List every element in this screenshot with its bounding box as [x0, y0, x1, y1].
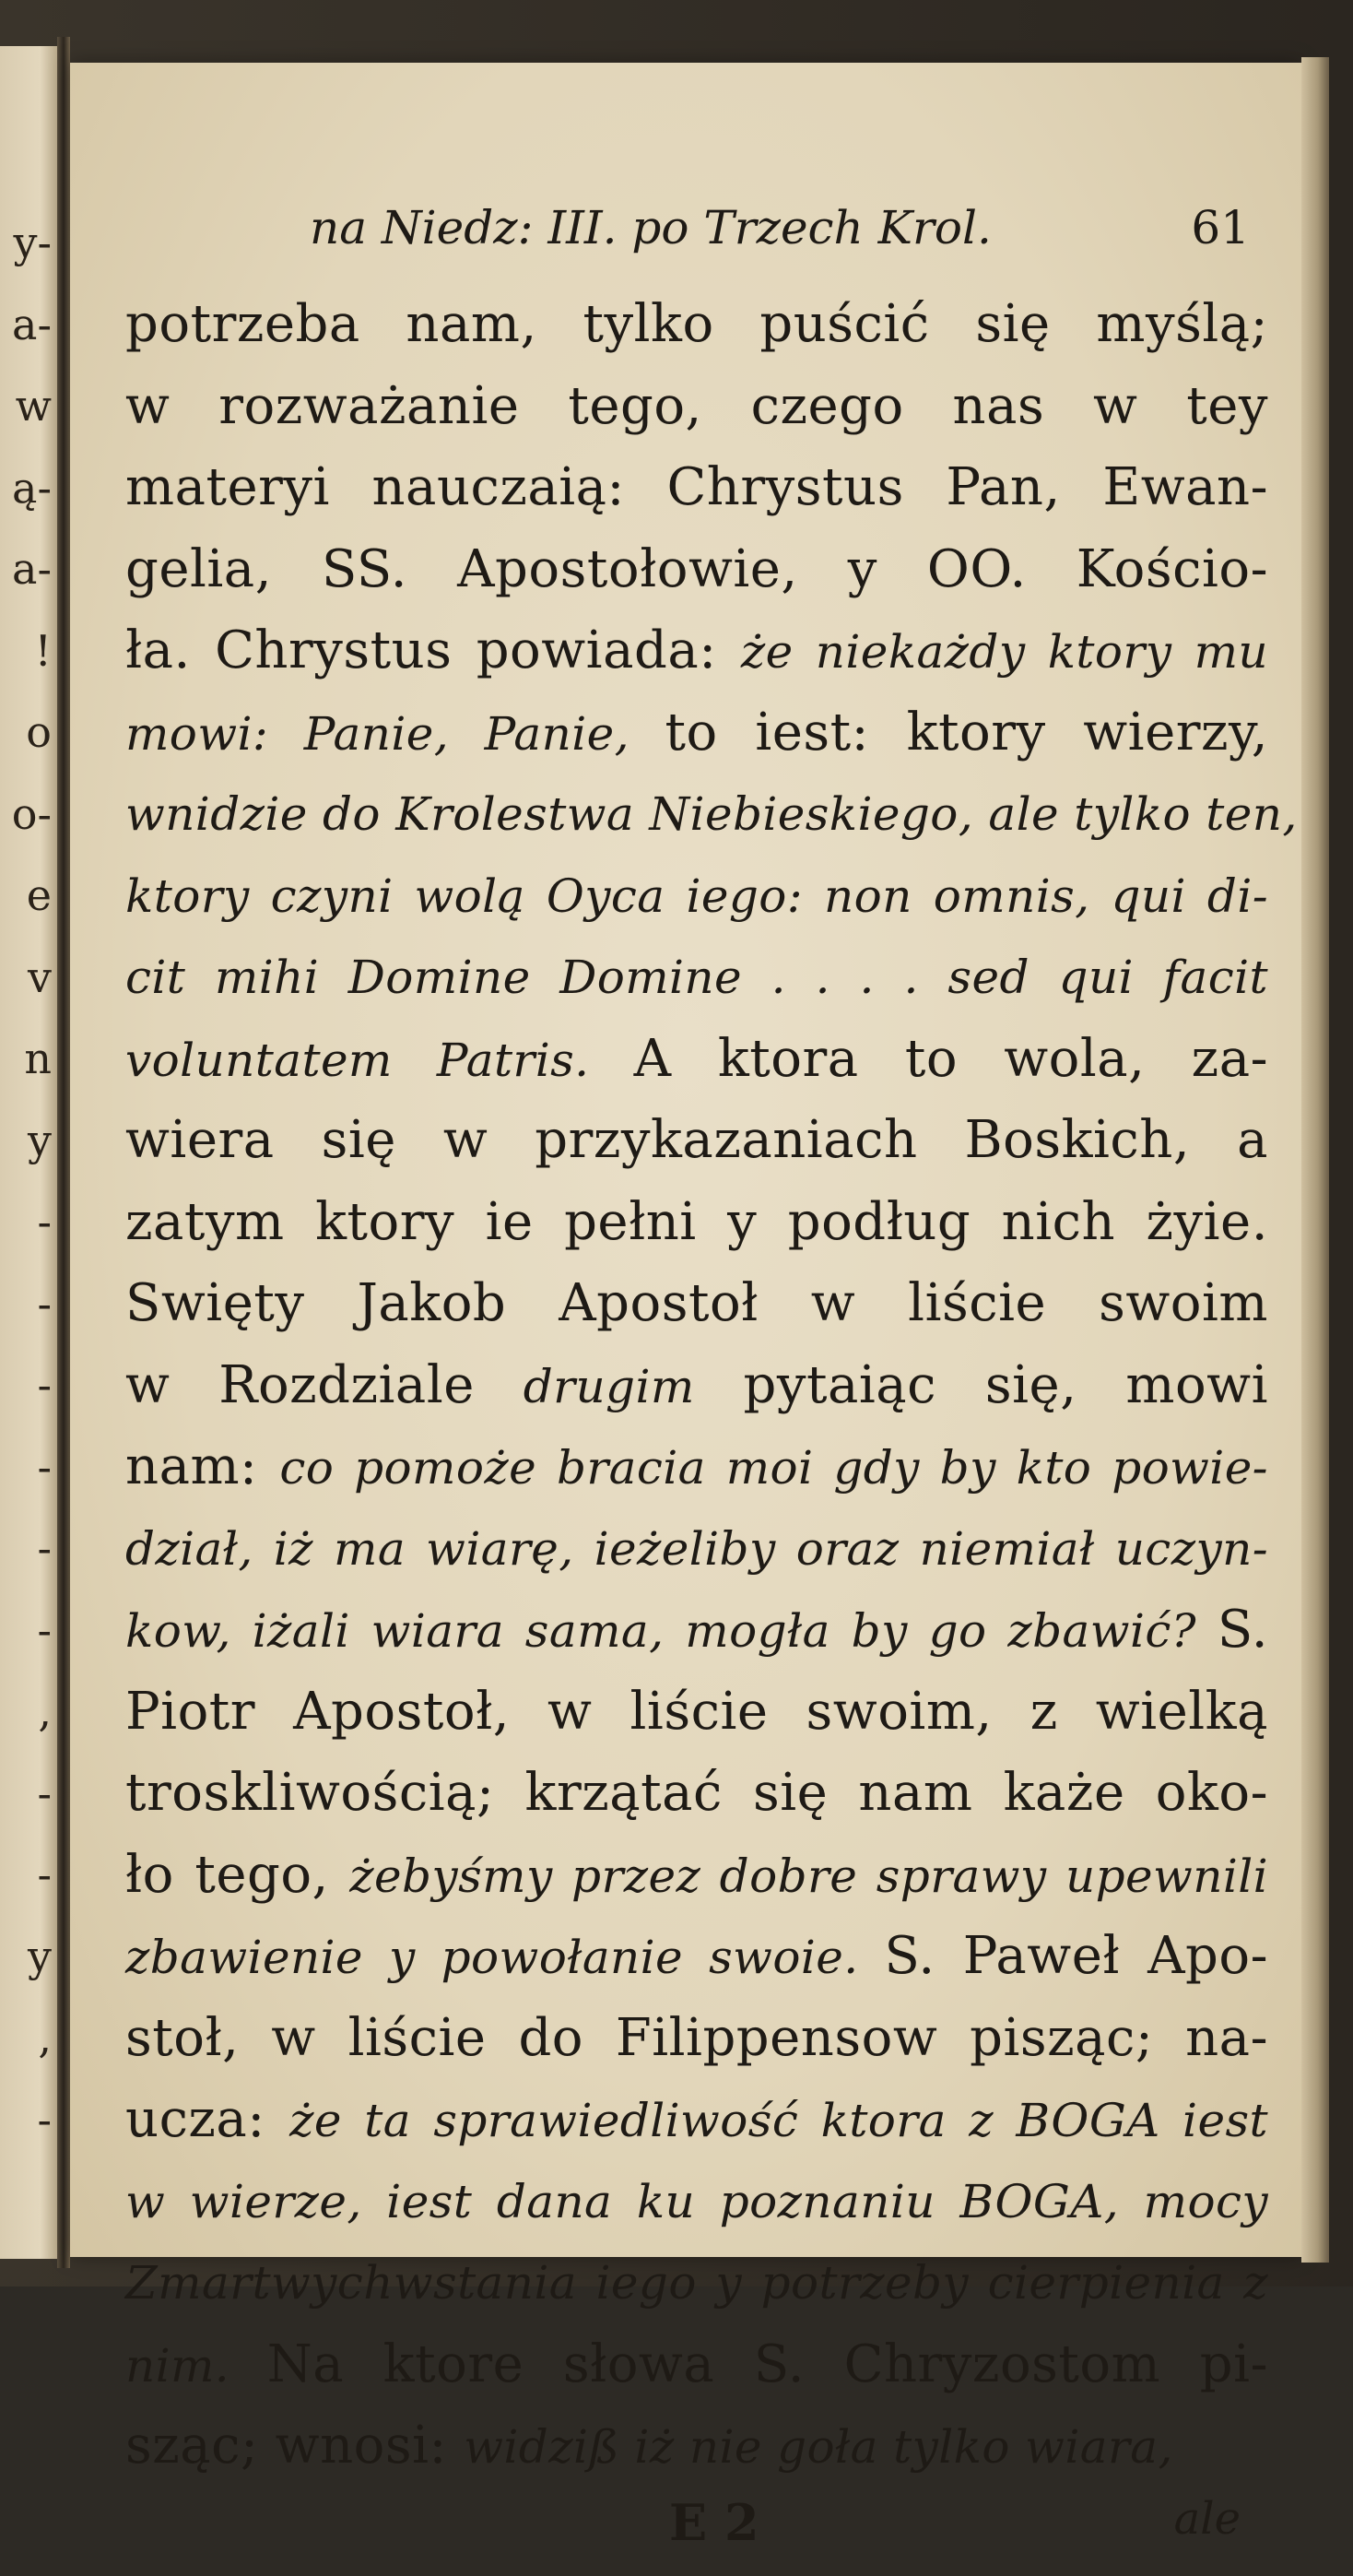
- italic-text: kow, iżali wiara sama, mogła by go zbawić?: [125, 1604, 1218, 1658]
- margin-fragment: o-: [11, 788, 52, 839]
- italic-text: mowi: Panie, Panie,: [125, 706, 665, 761]
- roman-text: S.: [1217, 1600, 1268, 1660]
- text-line: [125, 529, 1268, 611]
- italic-text: widziß iż nie goła tylko wiara,: [464, 2420, 1173, 2474]
- roman-text: A ktora to wola, za-: [633, 1028, 1268, 1089]
- roman-text: troskliwością; krzątać się nam każe oko-: [125, 1763, 1268, 1823]
- text-line: [125, 774, 1298, 856]
- text-line: [125, 1508, 1268, 1590]
- margin-fragment: -: [37, 2094, 52, 2145]
- roman-text: gelia, SS. Apostołowie, y OO. Kościo-: [125, 538, 1268, 599]
- margin-fragment: -: [37, 1197, 52, 1247]
- roman-text: sząc; wnosi:: [125, 2416, 465, 2476]
- book-page: [70, 63, 1301, 2552]
- text-line: [125, 937, 1268, 1019]
- italic-text: drugim: [523, 1359, 695, 1413]
- margin-fragment: n: [24, 1034, 52, 1083]
- roman-text: w Rozdziale: [125, 1354, 524, 1415]
- margin-fragment: -: [37, 1767, 52, 1818]
- italic-text: żebyśmy przez dobre sprawy upewnili: [349, 1849, 1268, 1903]
- text-line: [125, 2324, 1268, 2406]
- catchword: ale: [1173, 2492, 1241, 2545]
- margin-fragment: o: [26, 707, 52, 757]
- page-text-block: [125, 201, 1298, 2576]
- margin-fragment: e: [26, 870, 52, 920]
- text-line: [125, 1916, 1268, 1998]
- italic-text: ktory czyni wolą Oyca iego: non omnis, qui di-: [125, 869, 1268, 923]
- text-line: [125, 1019, 1268, 1101]
- margin-fragment: a-: [12, 299, 52, 349]
- text-line: [125, 1426, 1268, 1508]
- text-line: [125, 1263, 1268, 1345]
- margin-fragment: y: [28, 1115, 52, 1165]
- roman-text: to iest: ktory wierzy,: [665, 702, 1268, 762]
- italic-text: że ta sprawiedliwość ktora z BOGA iest: [289, 2094, 1268, 2147]
- roman-text: pytaiąc się, mowi: [694, 1354, 1269, 1415]
- roman-text: wiera się w przykazaniach Boskich, a: [125, 1110, 1268, 1170]
- text-line: [125, 1672, 1268, 1754]
- margin-fragment: !: [34, 625, 52, 676]
- roman-text: S. Paweł Apo-: [884, 1926, 1268, 1986]
- margin-fragment: -: [37, 1849, 52, 1899]
- margin-fragment: y-: [13, 218, 52, 267]
- page-footer: [125, 2493, 1268, 2576]
- page-edge: [1301, 57, 1329, 2263]
- text-line: [125, 1182, 1268, 1264]
- roman-text: ło tego,: [125, 1844, 350, 1905]
- text-line: [125, 1998, 1268, 2080]
- italic-text: że niekażdy ktory mu: [740, 625, 1268, 679]
- margin-fragment: a-: [12, 544, 52, 594]
- italic-text: w wierze, iest dana ku poznaniu BOGA, mocy: [125, 2174, 1268, 2228]
- text-line: [125, 2161, 1268, 2243]
- margin-fragment: v: [28, 951, 52, 1002]
- roman-text: stoł, w liście do Filippensow pisząc; na-: [125, 2007, 1268, 2068]
- margin-fragment: ą-: [12, 462, 52, 513]
- italic-text: co pomoże bracia moi gdy by kto powie-: [279, 1441, 1268, 1495]
- text-line: [125, 2242, 1268, 2324]
- italic-text: voluntatem Patris.: [125, 1033, 634, 1087]
- roman-text: w rozważanie tego, czego nas w tey: [125, 375, 1268, 436]
- text-line: [125, 692, 1268, 774]
- text-line: [125, 1589, 1268, 1672]
- roman-text: ła. Chrystus powiada:: [125, 620, 741, 680]
- text-line: [125, 366, 1268, 448]
- signature-mark: E 2: [669, 2492, 759, 2552]
- margin-fragment: y: [28, 1931, 52, 1981]
- roman-text: zatym ktory ie pełni y podług nich żyie.: [125, 1191, 1268, 1252]
- margin-fragment: -: [37, 1441, 52, 1492]
- italic-text: cit mihi Domine Domine . . . . sed qui facit: [125, 951, 1268, 1004]
- running-head: na Niedz: III. po Trzech Krol.: [310, 201, 992, 254]
- text-line: [125, 447, 1268, 529]
- roman-text: ucza:: [125, 2089, 290, 2149]
- margin-fragment: ,: [38, 1686, 52, 1736]
- margin-fragment: -: [37, 1523, 52, 1573]
- body-text: [125, 284, 1298, 2487]
- margin-fragment: -: [37, 1360, 52, 1410]
- margin-fragment: w: [15, 381, 52, 431]
- italic-text: zbawienie y powołanie swoie.: [125, 1931, 885, 1984]
- text-line: [125, 856, 1268, 938]
- roman-text: Piotr Apostoł, w liście swoim, z wielką: [125, 1681, 1268, 1742]
- text-line: [125, 1753, 1268, 1835]
- italic-text: Zmartwychwstania iego y potrzeby cierpienia z: [125, 2256, 1268, 2310]
- book-gutter: [57, 37, 70, 2268]
- italic-text: wnidzie do Krolestwa Niebieskiego, ale tylko ten,: [125, 787, 1298, 841]
- roman-text: potrzeba nam, tylko puścić się myślą;: [125, 294, 1268, 354]
- margin-fragment: ,: [38, 2013, 52, 2062]
- italic-text: dział, iż ma wiarę, ieżeliby oraz niemiał uczyn-: [125, 1521, 1268, 1576]
- roman-text: materyi nauczaią: Chrystus Pan, Ewan-: [125, 457, 1268, 517]
- text-line: [125, 1835, 1268, 1917]
- adjacent-page-strip: [0, 46, 57, 2259]
- roman-text: Swięty Jakob Apostoł w liście swoim: [125, 1273, 1268, 1333]
- page-number: 61: [1191, 201, 1250, 254]
- text-line: [125, 1345, 1268, 1427]
- text-line: [125, 610, 1268, 692]
- roman-text: nam:: [125, 1436, 280, 1496]
- margin-fragment: -: [37, 1604, 52, 1655]
- text-line: [125, 2405, 1268, 2487]
- text-line: [125, 1100, 1268, 1182]
- page-header: [125, 201, 1268, 284]
- italic-text: nim.: [125, 2338, 267, 2393]
- text-line: [125, 284, 1268, 366]
- roman-text: Na ktore słowa S. Chryzostom pi-: [266, 2334, 1268, 2394]
- margin-fragment: -: [37, 1278, 52, 1329]
- text-line: [125, 2079, 1268, 2161]
